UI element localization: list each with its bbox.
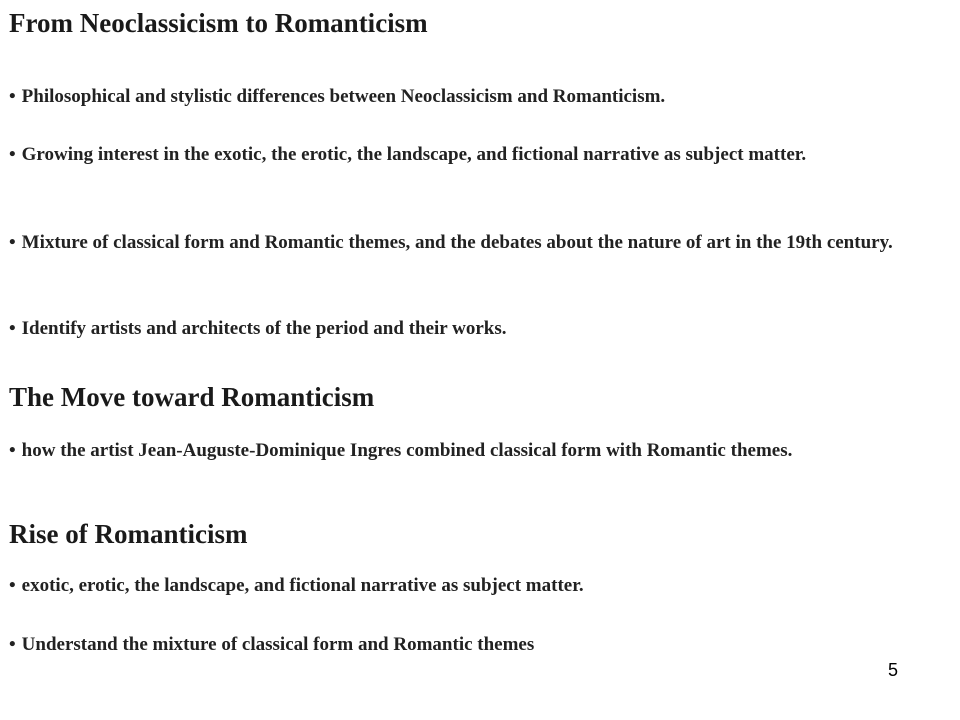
bullet-item	[9, 629, 949, 660]
bullet-icon: •	[9, 86, 16, 107]
bullet-icon: •	[9, 440, 16, 461]
section-title-rise-of-romanticism: Rise of Romanticism	[9, 519, 248, 549]
section-title-move-toward-romanticism: The Move toward Romanticism	[9, 382, 375, 412]
section-title-neoclassicism-to-romanticism: From Neoclassicism to Romanticism	[9, 8, 428, 38]
bullet-icon: •	[9, 634, 16, 655]
bullet-text: Philosophical and stylistic differences between Neoclassicism and Romanticism.	[21, 86, 666, 107]
bullet-item	[9, 435, 949, 466]
bullet-text: Growing interest in the exotic, the erotic, the landscape, and fictional narrative as subject matter.	[21, 144, 807, 165]
bullet-item	[9, 227, 949, 258]
bullet-text: Mixture of classical form and Romantic themes, and the debates about the nature of art in the 19th century.	[21, 232, 893, 253]
bullet-icon: •	[9, 144, 16, 165]
bullet-item	[9, 313, 949, 344]
bullet-text: how the artist Jean-Auguste-Dominique Ingres combined classical form with Romantic themes.	[21, 440, 793, 461]
bullet-text: exotic, erotic, the landscape, and fictional narrative as subject matter.	[21, 575, 584, 596]
bullet-item	[9, 139, 949, 170]
bullet-text: Understand the mixture of classical form and Romantic themes	[21, 634, 535, 655]
bullet-icon: •	[9, 575, 16, 596]
bullet-item	[9, 81, 949, 112]
bullet-text: Identify artists and architects of the period and their works.	[21, 318, 507, 339]
page-number: 5	[888, 660, 899, 680]
bullet-icon: •	[9, 232, 16, 253]
bullet-icon: •	[9, 318, 16, 339]
bullet-item	[9, 570, 949, 601]
